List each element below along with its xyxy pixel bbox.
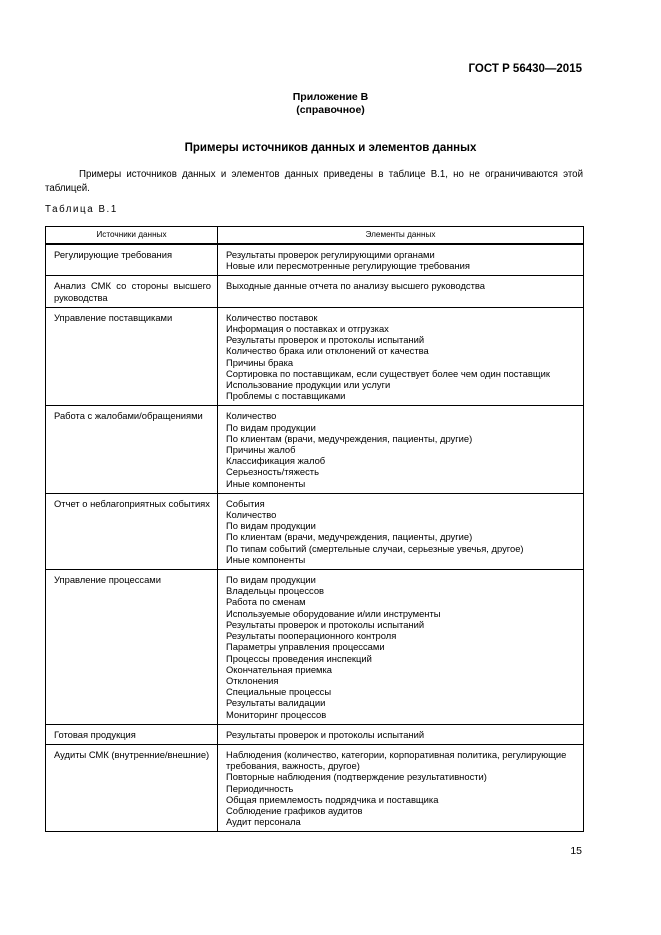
data-element-item: По видам продукции — [226, 520, 316, 532]
data-element-item: Количество — [226, 509, 277, 521]
data-element-item: По типам событий (смертельные случаи, серьезные увечья, другое) — [226, 542, 524, 554]
data-element-item: Процессы проведения инспекций — [226, 652, 372, 664]
data-element-item: По клиентам (врачи, медучреждения, пациенты, другие) — [226, 531, 473, 543]
data-element-item: События — [226, 497, 265, 509]
data-element-item: По клиентам (врачи, медучреждения, пациенты, другие) — [226, 432, 473, 444]
data-element-item: Общая приемлемость подрядчика и поставщика — [226, 793, 439, 805]
data-element-item: Соблюдение графиков аудитов — [226, 804, 363, 816]
data-element-item: Владельцы процессов — [226, 585, 325, 597]
header-sources: Источники данных — [46, 227, 218, 245]
data-element-item: Сортировка по поставщикам, если существует более чем один поставщик — [226, 367, 550, 379]
data-element-item: Аудит персонала — [226, 816, 301, 828]
data-element-item: Серьезность/тяжесть — [226, 466, 319, 478]
data-element-item: Параметры управления процессами — [226, 641, 385, 653]
data-element-item: Количество брака или отклонений от качества — [226, 345, 429, 357]
data-element-item: Использование продукции или услуги — [226, 379, 391, 391]
data-element-item: Повторные наблюдения (подтверждение результативности) — [226, 771, 487, 783]
data-source-cell: Управление процессами — [46, 570, 218, 725]
data-element-item: Причины брака — [226, 356, 294, 368]
data-source-cell: Управление поставщиками — [46, 307, 218, 406]
header-elements: Элементы данных — [218, 227, 584, 245]
data-element-item: Иные компоненты — [226, 553, 306, 565]
data-source-cell: Аудиты СМК (внутренние/внешние) — [46, 744, 218, 831]
data-element-item: Результаты проверок и протоколы испытаний — [226, 334, 425, 346]
table-header-row — [46, 227, 584, 245]
data-element-item: Специальные процессы — [226, 686, 332, 698]
data-element-item: Количество — [226, 410, 277, 422]
table-row — [46, 724, 584, 744]
data-element-item: Классификация жалоб — [226, 455, 326, 467]
appendix-title: Приложение В — [292, 91, 369, 103]
data-element-item: Наблюдения (количество, категории, корпоративная политика, регулирующие требования, важность, другое) — [226, 748, 567, 772]
table-row — [46, 744, 584, 831]
data-elements-cell — [218, 493, 584, 569]
data-element-item: По видам продукции — [226, 574, 316, 586]
data-element-item: Используемые оборудование и/или инструменты — [226, 607, 441, 619]
data-element-item: Новые или пересмотренные регулирующие требования — [226, 260, 470, 272]
data-element-item: Отклонения — [226, 674, 279, 686]
data-element-item: Количество поставок — [226, 311, 318, 323]
data-element-item: Периодичность — [226, 782, 294, 794]
data-element-item: Информация о поставках и отгрузках — [226, 323, 389, 335]
intro-paragraph: Примеры источников данных и элементов данных приведены в таблице В.1, но не ограничиваются этой таблицей. — [45, 169, 583, 194]
data-element-item: Мониторинг процессов — [226, 708, 327, 720]
data-element-item: Результаты валидации — [226, 697, 326, 709]
data-elements-cell — [218, 406, 584, 493]
data-source-cell: Анализ СМК со стороны высшего руководства — [46, 276, 218, 307]
standard-id: ГОСТ Р 56430—2015 — [468, 63, 582, 75]
data-element-item: По видам продукции — [226, 421, 316, 433]
table-row — [46, 307, 584, 406]
page-number: 15 — [570, 845, 582, 857]
data-source-cell: Регулирующие требования — [46, 244, 218, 276]
data-elements-cell — [218, 744, 584, 831]
table-label: Таблица В.1 — [45, 204, 118, 215]
data-element-item: Проблемы с поставщиками — [226, 390, 346, 402]
table-row — [46, 406, 584, 493]
table-row — [46, 276, 584, 307]
data-element-item: Причины жалоб — [226, 444, 296, 456]
data-element-item: Выходные данные отчета по анализу высшего руководства — [226, 280, 485, 292]
table-row — [46, 570, 584, 725]
appendix-note: (справочное) — [296, 104, 365, 116]
data-element-item: Иные компоненты — [226, 477, 306, 489]
data-elements-cell — [218, 244, 584, 276]
data-source-cell: Отчет о неблагоприятных событиях — [46, 493, 218, 569]
data-elements-cell — [218, 570, 584, 725]
data-element-item: Результаты проверок и протоколы испытаний — [226, 728, 425, 740]
data-source-cell: Работа с жалобами/обращениями — [46, 406, 218, 493]
data-elements-cell — [218, 307, 584, 406]
data-element-item: Результаты пооперационного контроля — [226, 630, 397, 642]
section-heading: Примеры источников данных и элементов данных — [184, 142, 477, 154]
data-source-cell: Готовая продукция — [46, 724, 218, 744]
table-row — [46, 244, 584, 276]
data-element-item: Работа по сменам — [226, 596, 306, 608]
table-row — [46, 493, 584, 569]
data-element-item: Результаты проверок регулирующими органами — [226, 249, 435, 260]
data-elements-cell — [218, 276, 584, 307]
data-element-item: Окончательная приемка — [226, 663, 333, 675]
data-element-item: Результаты проверок и протоколы испытаний — [226, 618, 425, 630]
table-body — [46, 244, 584, 832]
data-sources-table — [45, 226, 584, 832]
data-elements-cell — [218, 724, 584, 744]
